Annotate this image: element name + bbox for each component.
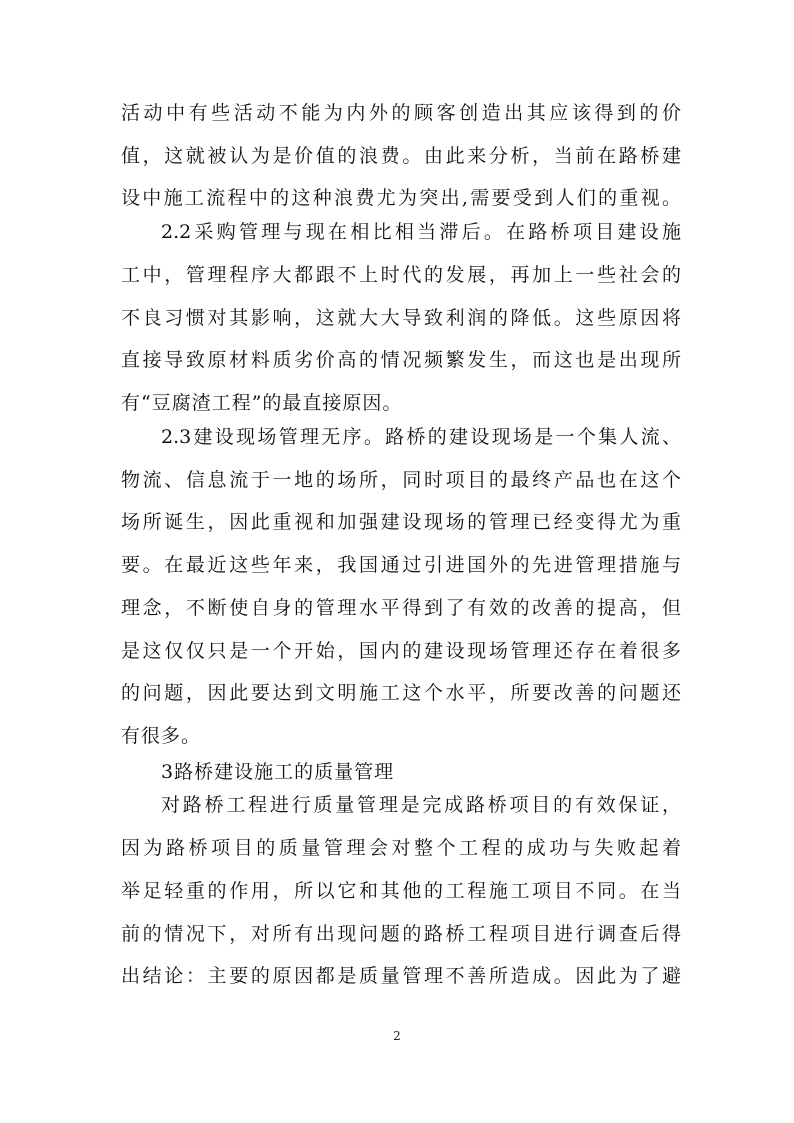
body-text-line: 活动中有些活动不能为内外的顾客创造出其应该得到的价 xyxy=(121,102,681,124)
page-number: 2 xyxy=(393,1029,401,1043)
section-2-3-first-line: 2.3建设现场管理无序。路桥的建设现场是一个集人流、 xyxy=(161,426,681,448)
body-text-line: 设中施工流程中的这种浪费尤为突出,需要受到人们的重视。 xyxy=(121,187,681,209)
body-text-line: 工中，管理程序大都跟不上时代的发展，再加上一些社会的 xyxy=(121,264,681,286)
body-text-line: 因为路桥项目的质量管理会对整个工程的成功与失败起着 xyxy=(121,837,681,859)
body-text-line: 是这仅仅只是一个开始，国内的建设现场管理还存在着很多 xyxy=(121,640,681,662)
body-text-line: 理念，不断使自身的管理水平得到了有效的改善的提高，但 xyxy=(121,597,681,619)
body-text-line: 值，这就被认为是价值的浪费。由此来分析，当前在路桥建 xyxy=(121,145,681,167)
body-text-line: 举足轻重的作用，所以它和其他的工程施工项目不同。在当 xyxy=(121,880,681,902)
body-text-line: 要。在最近这些年来，我国通过引进国外的先进管理措施与 xyxy=(121,554,681,576)
body-text-line: 物流、信息流于一地的场所，同时项目的最终产品也在这个 xyxy=(121,469,681,491)
body-text-line: 有“豆腐渣工程”的最直接原因。 xyxy=(121,392,403,414)
section-3-first-line: 对路桥工程进行质量管理是完成路桥项目的有效保证， xyxy=(161,794,681,816)
section-2-2-first-line: 2.2采购管理与现在相比相当滞后。在路桥项目建设施 xyxy=(161,221,681,243)
body-text-line: 的问题，因此要达到文明施工这个水平，所要改善的问题还 xyxy=(121,682,681,704)
body-text-line: 直接导致原材料质劣价高的情况频繁发生，而这也是出现所 xyxy=(121,349,681,371)
body-text-line: 出结论：主要的原因都是质量管理不善所造成。因此为了避 xyxy=(121,965,681,987)
body-text-line: 不良习惯对其影响，这就大大导致利润的降低。这些原因将 xyxy=(121,307,681,329)
body-text-line: 场所诞生，因此重视和加强建设现场的管理已经变得尤为重 xyxy=(121,511,681,533)
body-text-line: 有很多。 xyxy=(121,725,202,747)
section-3-heading: 3路桥建设施工的质量管理 xyxy=(161,761,395,783)
body-text-line: 前的情况下，对所有出现问题的路桥工程项目进行调查后得 xyxy=(121,923,681,945)
